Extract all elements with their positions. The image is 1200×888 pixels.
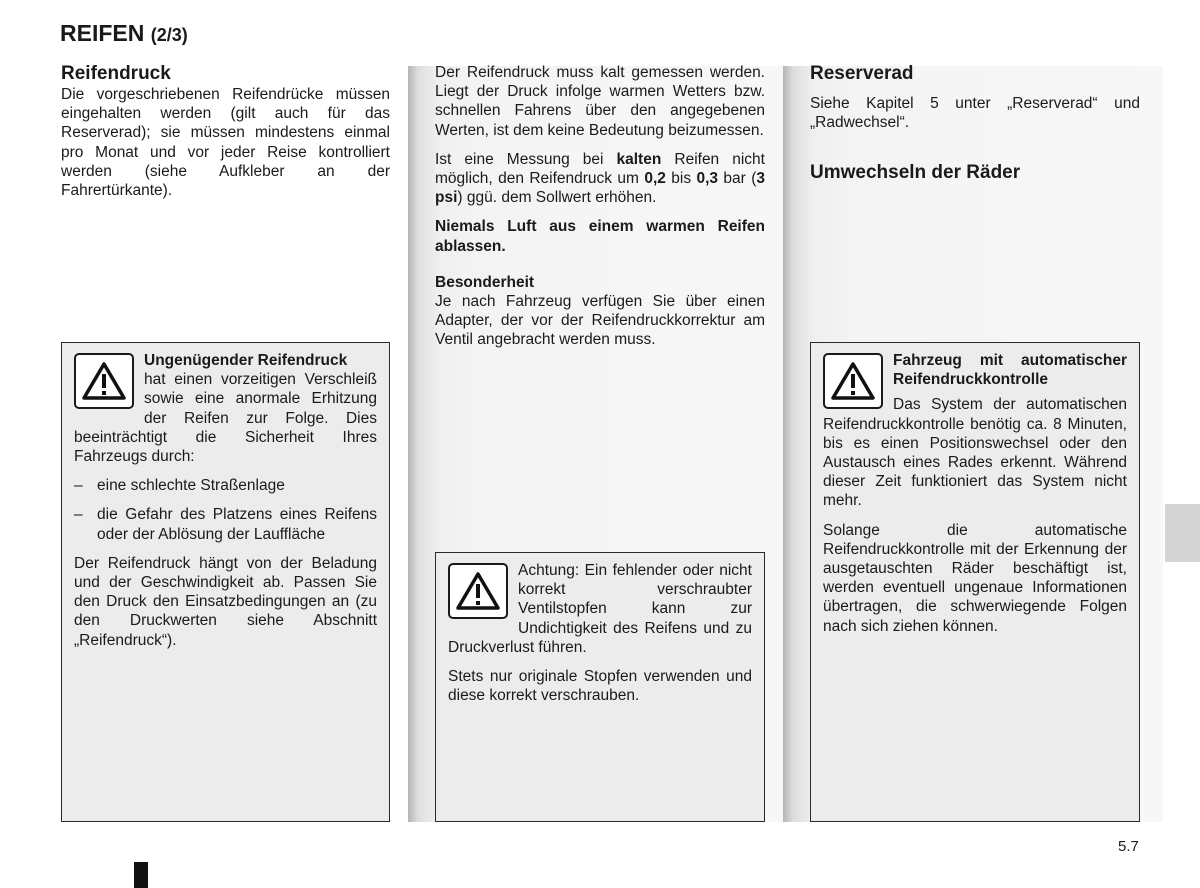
paragraph-reserverad: Siehe Kapitel 5 unter „Reserverad“ und „Radwechsel“. (810, 95, 1140, 132)
section-heading-reserverad: Reserverad (810, 63, 914, 84)
warning-title: Fahrzeug mit automatischer Reifendruckkontrolle (893, 352, 1127, 389)
list-item (74, 505, 377, 543)
warning-text-2: Stets nur originale Stopfen verwenden und diese korrekt verschrauben. (448, 668, 752, 705)
warning-box-pressure (61, 342, 390, 822)
list-item-text: die Gefahr des Platzens eines Reifens oder der Ablösung der Lauffläche (97, 506, 377, 543)
warning-triangle-icon (74, 353, 134, 409)
text-segment: Reifen nicht möglich, den Reifendruck um (435, 150, 765, 188)
text-segment: ) ggü. dem Sollwert erhöhen. (457, 189, 657, 207)
special-text: Je nach Fahrzeug verfügen Sie über einen Adapter, der vor der Reifendruckkorrektur am Ventil angebracht werden muss. (435, 293, 765, 349)
paragraph-cold-measure: Der Reifendruck muss kalt gemessen werden. Liegt der Druck infolge warmen Wetters bzw. schnellen Fahrens über den angegebenen Werten, ist dem keine Bedeutung beizumessen. (435, 64, 765, 139)
section-heading-umwechseln: Umwechseln der Räder (810, 162, 1021, 184)
warning-box-valve (435, 552, 765, 822)
list-item (74, 476, 377, 495)
page-title (60, 20, 188, 47)
text-segment: bis (665, 170, 697, 188)
warning-text-2: Solange die automatische Reifendruckkontrolle mit der Erkennung der ausgetauschten Räder beschäftigt ist, werden eventuell ungenaue Informationen übertragen, die schwerwiegende Folgen nach sich ziehen können. (823, 521, 1127, 635)
paragraph-never-deflate: Niemals Luft aus einem warmen Reifen ablassen. (435, 218, 765, 255)
text-bold-segment: 0,2 (644, 170, 666, 188)
paragraph-pressure-increase (435, 150, 765, 208)
page-number: 5.7 (1118, 838, 1139, 855)
title-main: REIFEN (60, 20, 145, 46)
list-dash: – (74, 477, 83, 495)
text-bold-segment: 0,3 (696, 170, 719, 188)
warning-footer-text: Der Reifendruck hängt von der Beladung und der Geschwindigkeit ab. Passen Sie den Druck den Einsatzbedingungen an (zu den Druckwerten siehe Abschnitt „Reifendruck“). (74, 554, 377, 649)
warning-text: Achtung: Ein fehlender oder nicht korrekt verschraubter Ventilstopfen kann zur Undichtigkeit des Reifens und zu Druckverlust führen. (448, 562, 752, 656)
text-bold-segment: 3 psi (435, 170, 765, 207)
warning-title: Ungenügender Reifendruck (144, 352, 348, 369)
text-bold-segment: kalten (616, 150, 662, 168)
warning-triangle-icon (448, 563, 508, 619)
warning-triangle-icon (823, 353, 883, 409)
intro-paragraph: Die vorgeschriebenen Reifendrücke müssen eingehalten werden (gilt auch für das Reserverad); sie müssen mindestens einmal pro Monat und vor jeder Reise kontrolliert werden (siehe Aufkleber an der Fahrertürkante). (61, 86, 390, 200)
special-heading: Besonderheit (435, 273, 535, 291)
title-subtitle: (2/3) (150, 25, 188, 45)
column-3 (810, 63, 1140, 184)
section-heading-reifendruck: Reifendruck (61, 63, 171, 84)
warning-text: Das System der automatischen Reifendruckkontrolle benötig ca. 8 Minuten, bis es einen Positionswechsel oder den Austausch eines Rades erkennt. Während dieser Zeit funktioniert das System nicht mehr. (823, 396, 1127, 510)
text-segment: Ist eine Messung bei (435, 150, 617, 168)
crop-mark (134, 862, 148, 888)
list-item-text: eine schlechte Straßenlage (97, 477, 285, 495)
column-2 (435, 63, 765, 350)
text-segment: bar ( (718, 170, 757, 188)
chapter-thumb-tab (1165, 504, 1200, 562)
list-dash: – (74, 506, 83, 524)
warning-box-tpms (810, 342, 1140, 822)
column-1 (61, 63, 390, 200)
warning-text: hat einen vorzeitigen Verschleiß sowie eine anormale Erhitzung der Reifen zur Folge. Dies beeinträchtigt die Sicherheit Ihres Fahrzeugs durch: (74, 371, 377, 466)
